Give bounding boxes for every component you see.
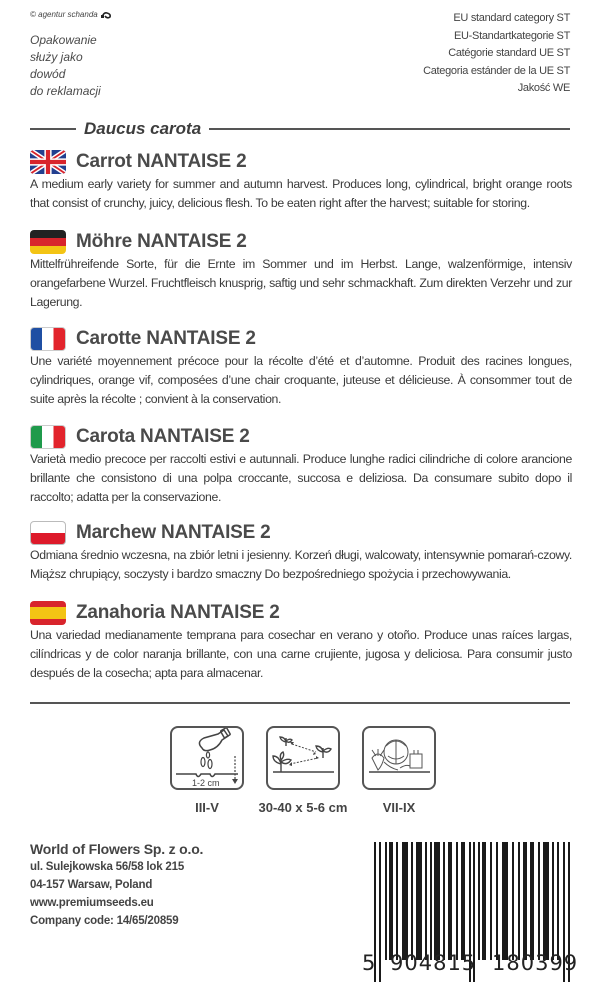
- section-divider: [30, 702, 570, 704]
- cultivation-icons: [170, 726, 436, 815]
- section-title: Möhre NANTAISE 2: [76, 231, 247, 252]
- section-spanish: [30, 600, 572, 683]
- italy-flag-icon: [30, 425, 66, 449]
- section-german: [30, 229, 572, 312]
- category-fr: Catégorie standard UE ST: [448, 47, 570, 59]
- sowing-depth-icon: [170, 726, 244, 790]
- harvest-info: [362, 726, 436, 815]
- barcode-group-2: 180399: [492, 951, 579, 975]
- section-description: Varietà medio precoce per raccolti estivi e autunnali. Produce lunghe radici cilindriche di colore arancione brillante che consistono di una polpa croccante, succosa e deliziosa. Da consumare subito dopo il raccolto; adatta per la conservazione.: [30, 452, 572, 504]
- germany-flag-icon: [30, 230, 66, 254]
- category-pl: Jakość WE: [517, 82, 570, 94]
- category-de: EU-Standartkategorie ST: [454, 29, 570, 42]
- section-description: Odmiana średnio wczesna, na zbiór letni i jesienny. Korzeń długi, walcowaty, intensywnie pomarań-czowy. Miąższ chrupiący, soczysty i bardzo smaczny Do bezpośredniego spożycia i przechowywania.: [30, 548, 572, 581]
- agency-logo-icon: [101, 11, 112, 19]
- species-name: Daucus carota: [84, 119, 202, 138]
- harvest-icon: [362, 726, 436, 790]
- uk-flag-icon: [30, 150, 66, 174]
- barcode-first-digit: 5: [362, 951, 377, 975]
- depth-label: 1-2 cm: [192, 778, 220, 788]
- company-code: Company code: 14/65/20859: [30, 915, 179, 927]
- species-heading: [30, 118, 570, 140]
- sowing-period: III-V: [195, 800, 219, 815]
- section-description: Mittelfrühreifende Sorte, für die Ernte im Sommer und im Herbst. Lange, walzenförmige, intensiv orangefarbene Wurzel. Fruchtfleisch knusprig, saftig und sehr schmackhaft. Zum direkten Verzehr und zur Lagerung.: [30, 257, 572, 309]
- section-title: Carota NANTAISE 2: [76, 426, 250, 447]
- section-title: Marchew NANTAISE 2: [76, 522, 271, 543]
- note-line: Opakowanie: [30, 33, 97, 47]
- company-info: [30, 840, 203, 930]
- company-address-line2: 04-157 Warsaw, Poland: [30, 879, 153, 891]
- barcode-group-1: 904815: [390, 951, 477, 975]
- company-address-line1: ul. Sulejkowska 56/58 lok 215: [30, 861, 185, 873]
- plant-spacing-icon: [266, 726, 340, 790]
- section-title: Carrot NANTAISE 2: [76, 151, 247, 172]
- section-description: A medium early variety for summer and autumn harvest. Produces long, cylindrical, bright orange roots that consist of crunchy, juicy, delicious flesh. To be eaten right after the harvest; suitable for storing.: [30, 177, 572, 210]
- barcode-number: [362, 951, 592, 975]
- note-line: służy jako: [30, 50, 83, 64]
- section-description: Une variété moyennement précoce pour la récolte d’été et d’automne. Produit des racines longues, cylindriques, orange vif, composées d’une chair croquante, juteuse et délicieuse. À consommer tout de suite après la récolte ; convient à la conservation.: [30, 354, 572, 406]
- copyright-notice: [30, 10, 112, 19]
- company-name: World of Flowers Sp. z o.o.: [30, 841, 204, 857]
- spain-flag-icon: [30, 601, 66, 625]
- rule-right: [209, 128, 570, 130]
- category-en: EU standard category ST: [453, 12, 570, 24]
- note-line: do reklamacji: [30, 84, 101, 98]
- copyright-text: © agentur schanda: [30, 10, 98, 19]
- category-es: Categoria estánder de la UE ST: [423, 64, 570, 77]
- section-english: [30, 149, 572, 213]
- note-line: dowód: [30, 67, 66, 81]
- section-french: [30, 326, 572, 409]
- section-polish: [30, 520, 572, 584]
- rule-left: [30, 128, 76, 130]
- section-description: Una variedad medianamente temprana para cosechar en verano y otoño. Produce unas raíces largas, cilíndricas y de color naranja brillante, con una carne crujiente, jugosa y deliciosa. Para consumir justo después de la cosecha; apta para almacenar.: [30, 628, 572, 680]
- spacing-info: [258, 726, 348, 815]
- eu-category-list: [423, 10, 570, 98]
- section-italian: [30, 424, 572, 507]
- harvest-period: VII-IX: [382, 800, 416, 815]
- spacing-value: 30-40 x 5-6 cm: [258, 800, 348, 815]
- sowing-info: [170, 726, 244, 815]
- poland-flag-icon: [30, 521, 66, 545]
- france-flag-icon: [30, 327, 66, 351]
- section-title: Zanahoria NANTAISE 2: [76, 602, 280, 623]
- complaint-note: [30, 32, 101, 100]
- company-website[interactable]: www.premiumseeds.eu: [30, 897, 154, 909]
- section-title: Carotte NANTAISE 2: [76, 328, 256, 349]
